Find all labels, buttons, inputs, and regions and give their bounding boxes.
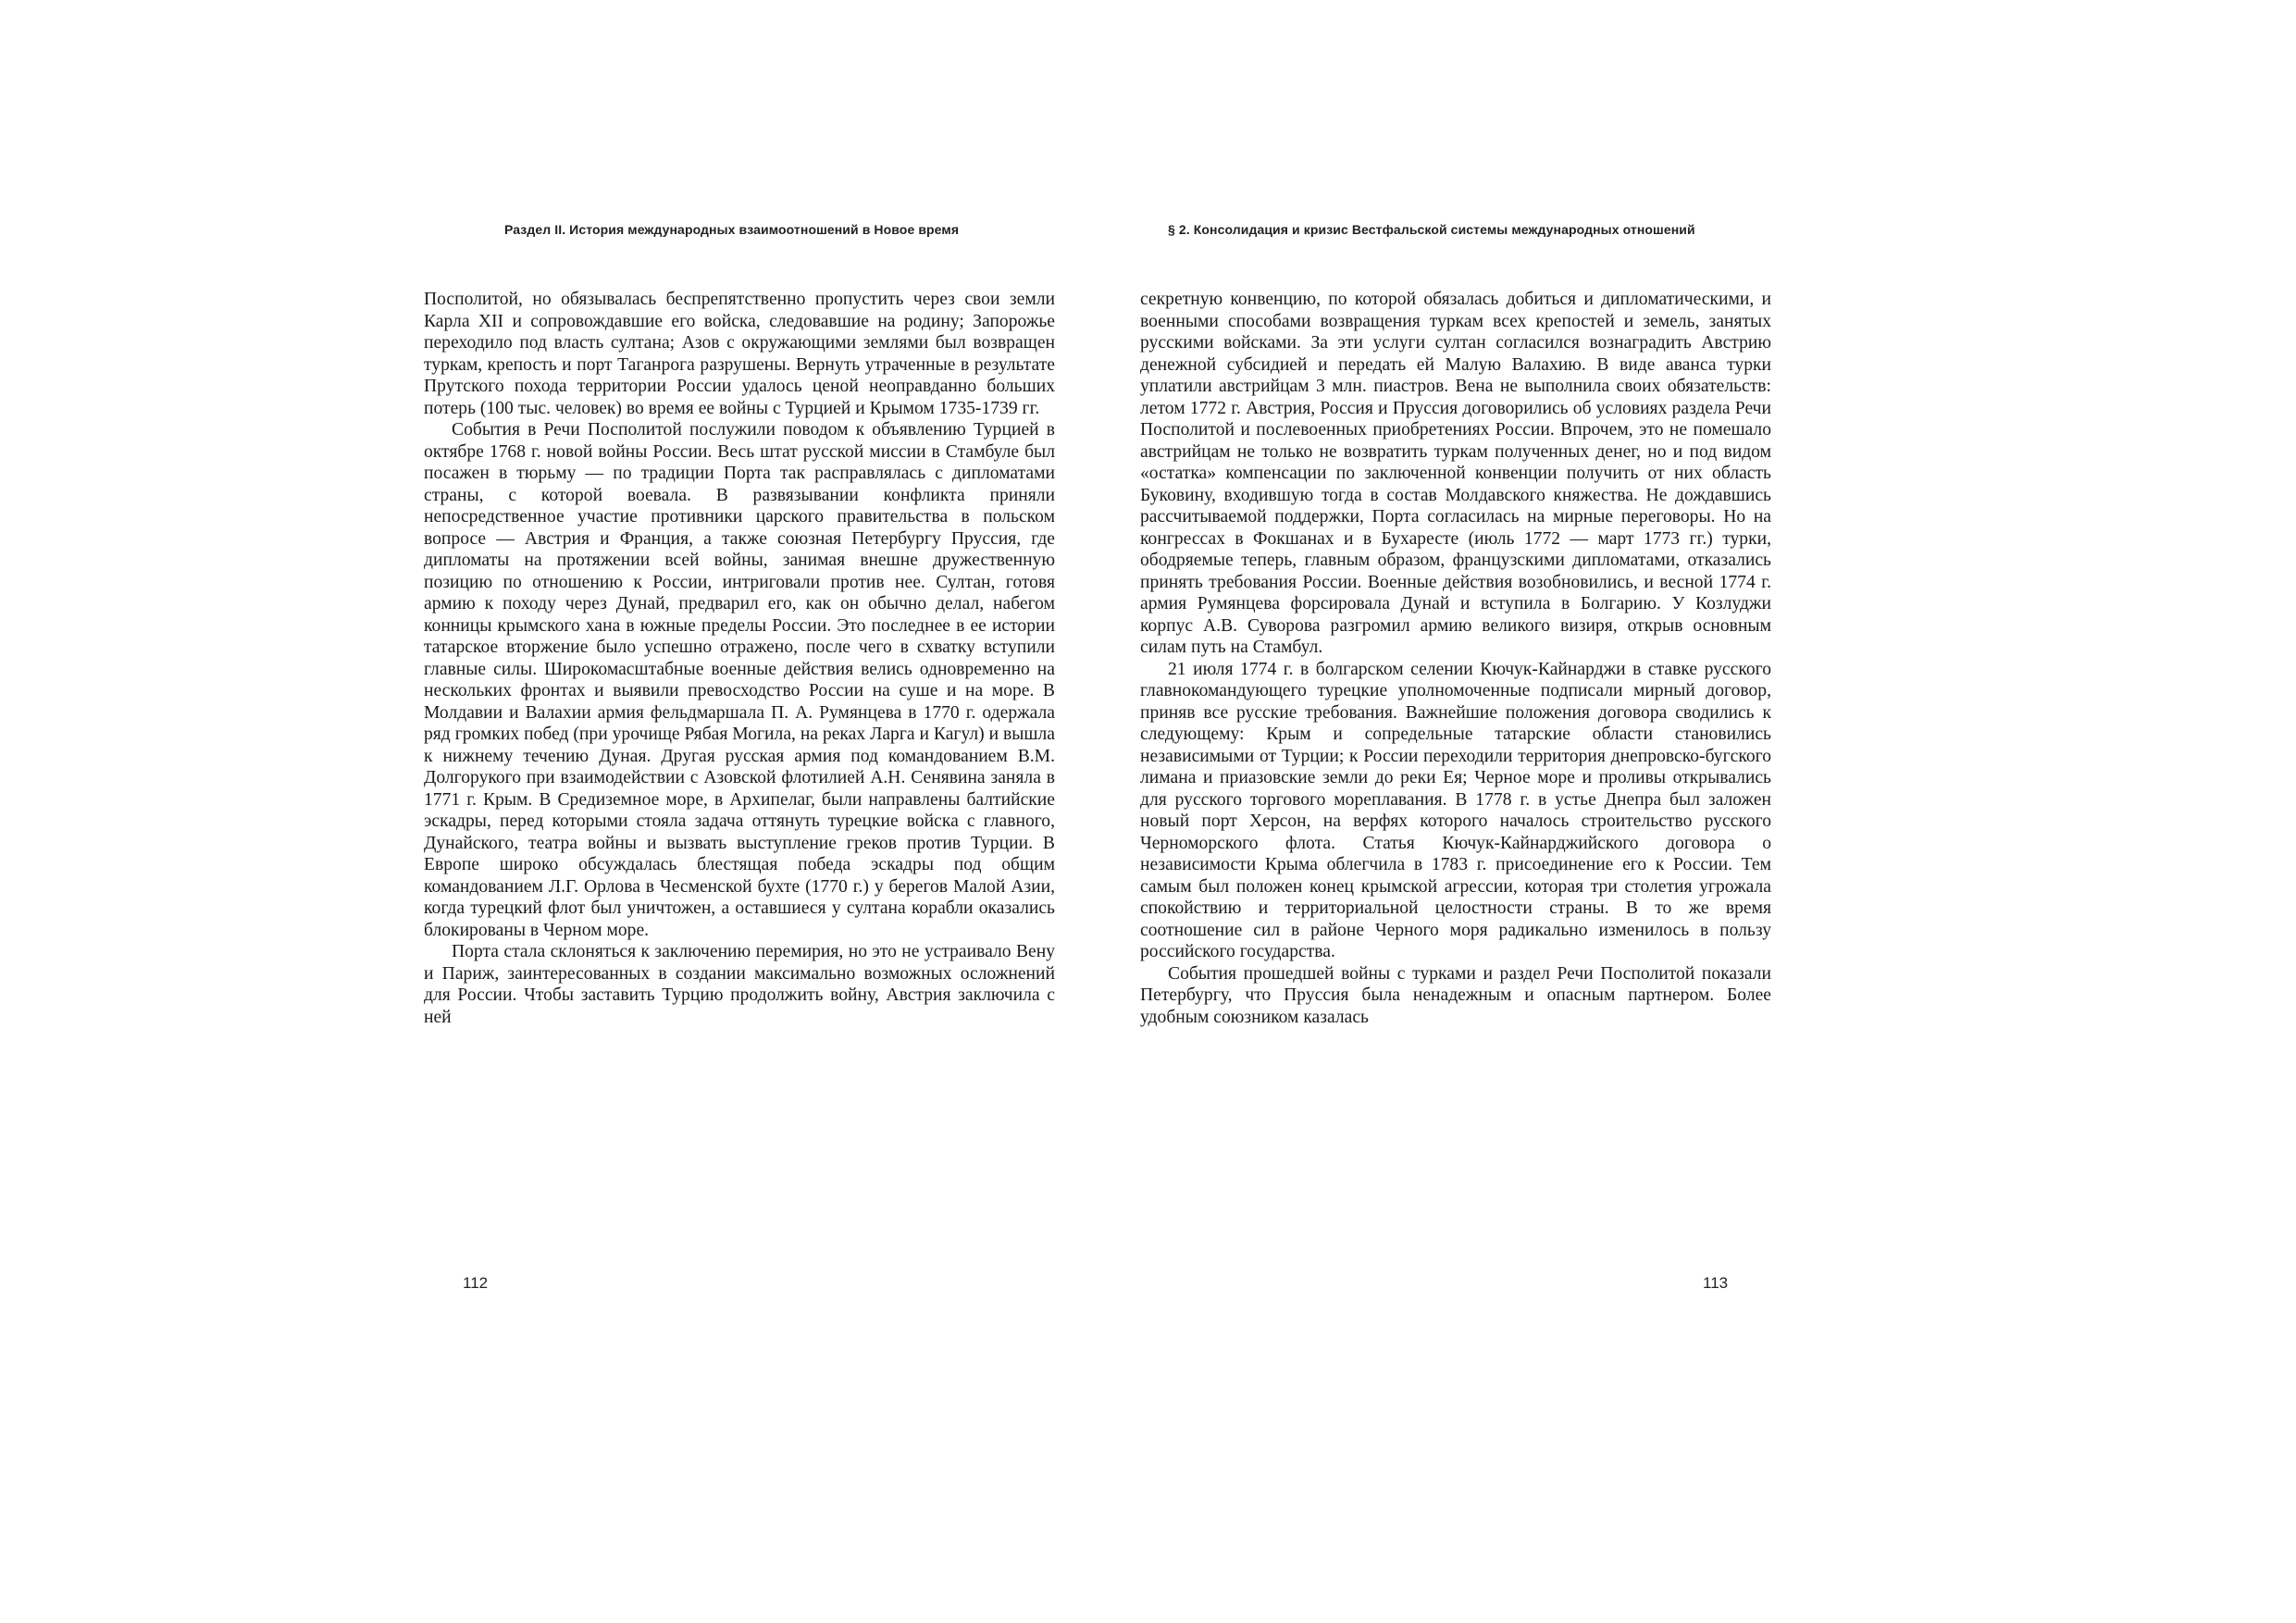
right-text-column [1140, 289, 1771, 1028]
right-page-number: 113 [1703, 1274, 1729, 1292]
right-paragraph-3: События прошедшей войны с турками и раздел Речи Посполитой показали Петербургу, что Пруссия была ненадежным и опасным партнером. Более удобным союзником казалась [1140, 963, 1771, 1027]
right-page [1140, 0, 2296, 1623]
left-paragraph-1: Посполитой, но обязывалась беспрепятственно пропустить через свои земли Карла XII и сопровождавшие его войска, следовавшие на родину; Запорожье переходило под власть султана; Азов с окружающими землями был возвращен туркам, крепость и порт Таганрога разрушены. Вернуть утраченные в результате Прутского похода территории России удалось ценой неоправданно больших потерь (100 тыс. человек) во время ее войны с Турцией и Крымом 1735-1739 гг. [424, 290, 1055, 418]
left-page-number: 112 [463, 1274, 489, 1292]
right-paragraph-2: 21 июля 1774 г. в болгарском селении Кючук-Кайнарджи в ставке русского главнокомандующего турецкие уполномоченные подписали мирный договор, приняв все русские требования. Важнейшие положения договора сводились к следующему: Крым и сопредельные татарские области становились независимыми от Турции; к России переходили территория днепровско-бугского лимана и приазовские земли до реки Ея; Черное море и проливы открывались для русского торгового мореплавания. В 1778 г. в устье Днепра был заложен новый порт Херсон, на верфях которого началось строительство русского Черноморского флота. Статья Кючук-Кайнарджийского договора о независимости Крыма облегчила в 1783 г. присоединение его к России. Тем самым был положен конец крымской агрессии, которая три столетия угрожала спокойствию и территориальной целостности страны. В то же время соотношение сил в районе Черного моря радикально изменилось в пользу российского государства. [1140, 659, 1771, 961]
left-paragraph-2: События в Речи Посполитой послужили поводом к объявлению Турцией в октябре 1768 г. новой войны России. Весь штат русской миссии в Стамбуле был посажен в тюрьму — по традиции Порта так расправлялась с дипломатами страны, с которой воевала. В развязывании конфликта приняли непосредственное участие противники царского правительства в польском вопросе — Австрия и Франция, а также союзная Петербургу Пруссия, где дипломаты на протяжении всей войны, занимая внешне дружественную позицию по отношению к России, интриговали против нее. Султан, готовя армию к походу через Дунай, предварил его, как он обычно делал, набегом конницы крымского хана в южные пределы России. Это последнее в ее истории татарское вторжение было успешно отражено, после чего в схватку вступили главные силы. Широкомасштабные военные действия велись одновременно на нескольких фронтах и выявили превосходство России на суше и на море. В Молдавии и Валахии армия фельдмаршала П. А. Румянцева в 1770 г. одержала ряд громких побед (при урочище Рябая Могила, на реках Ларга и Кагул) и вышла к нижнему течению Дуная. Другая русская армия под командованием В.М. Долгорукого при взаимодействии с Азовской флотилией А.Н. Сенявина заняла в 1771 г. Крым. В Средиземное море, в Архипелаг, были направлены балтийские эскадры, перед которыми стояла задача оттянуть турецкие войска с главного, Дунайского, театра войны и вызвать выступление греков против Турции. В Европе широко обсуждалась блестящая победа эскадры под общим командованием Л.Г. Орлова в Чесменской бухте (1770 г.) у берегов Малой Азии, когда турецкий флот был уничтожен, а оставшиеся у султана корабли оказались блокированы в Черном море. [424, 420, 1055, 940]
right-paragraph-1: секретную конвенцию, по которой обязалась добиться и дипломатическими, и военными способами возвращения туркам всех крепостей и земель, занятых русскими войсками. За эти услуги султан согласился вознаградить Австрию денежной субсидией и передать ей Малую Валахию. В виде аванса турки уплатили австрийцам 3 млн. пиастров. Вена не выполнила своих обязательств: летом 1772 г. Австрия, Россия и Пруссия договорились об условиях раздела Речи Посполитой и послевоенных приобретениях России. Впрочем, это не помешало австрийцам не только не возвратить туркам полученных денег, но и под видом «остатка» компенсации по заключенной конвенции получить от них область Буковину, входившую тогда в состав Молдавского княжества. Не дождавшись рассчитываемой поддержки, Порта согласилась на мирные переговоры. Но на конгрессах в Фокшанах и в Бухаресте (июль 1772 — март 1773 гг.) турки, ободряемые теперь, главным образом, французскими дипломатами, отказались принять требования России. Военные действия возобновились, и весной 1774 г. армия Румянцева форсировала Дунай и вступила в Болгарию. У Козлуджи корпус А.В. Суворова разгромил армию великого визиря, открыв основным силам путь на Стамбул. [1140, 290, 1771, 657]
left-paragraph-3: Порта стала склоняться к заключению перемирия, но это не устраивало Вену и Париж, заинтересованных в создании максимально возможных осложнений для России. Чтобы заставить Турцию продолжить войну, Австрия заключила с ней [424, 942, 1055, 1027]
left-text-column [424, 289, 1055, 1028]
right-running-head: § 2. Консолидация и кризис Вестфальской системы международных отношений [1168, 222, 1695, 237]
left-running-head: Раздел II. История международных взаимоотношений в Новое время [504, 222, 960, 237]
